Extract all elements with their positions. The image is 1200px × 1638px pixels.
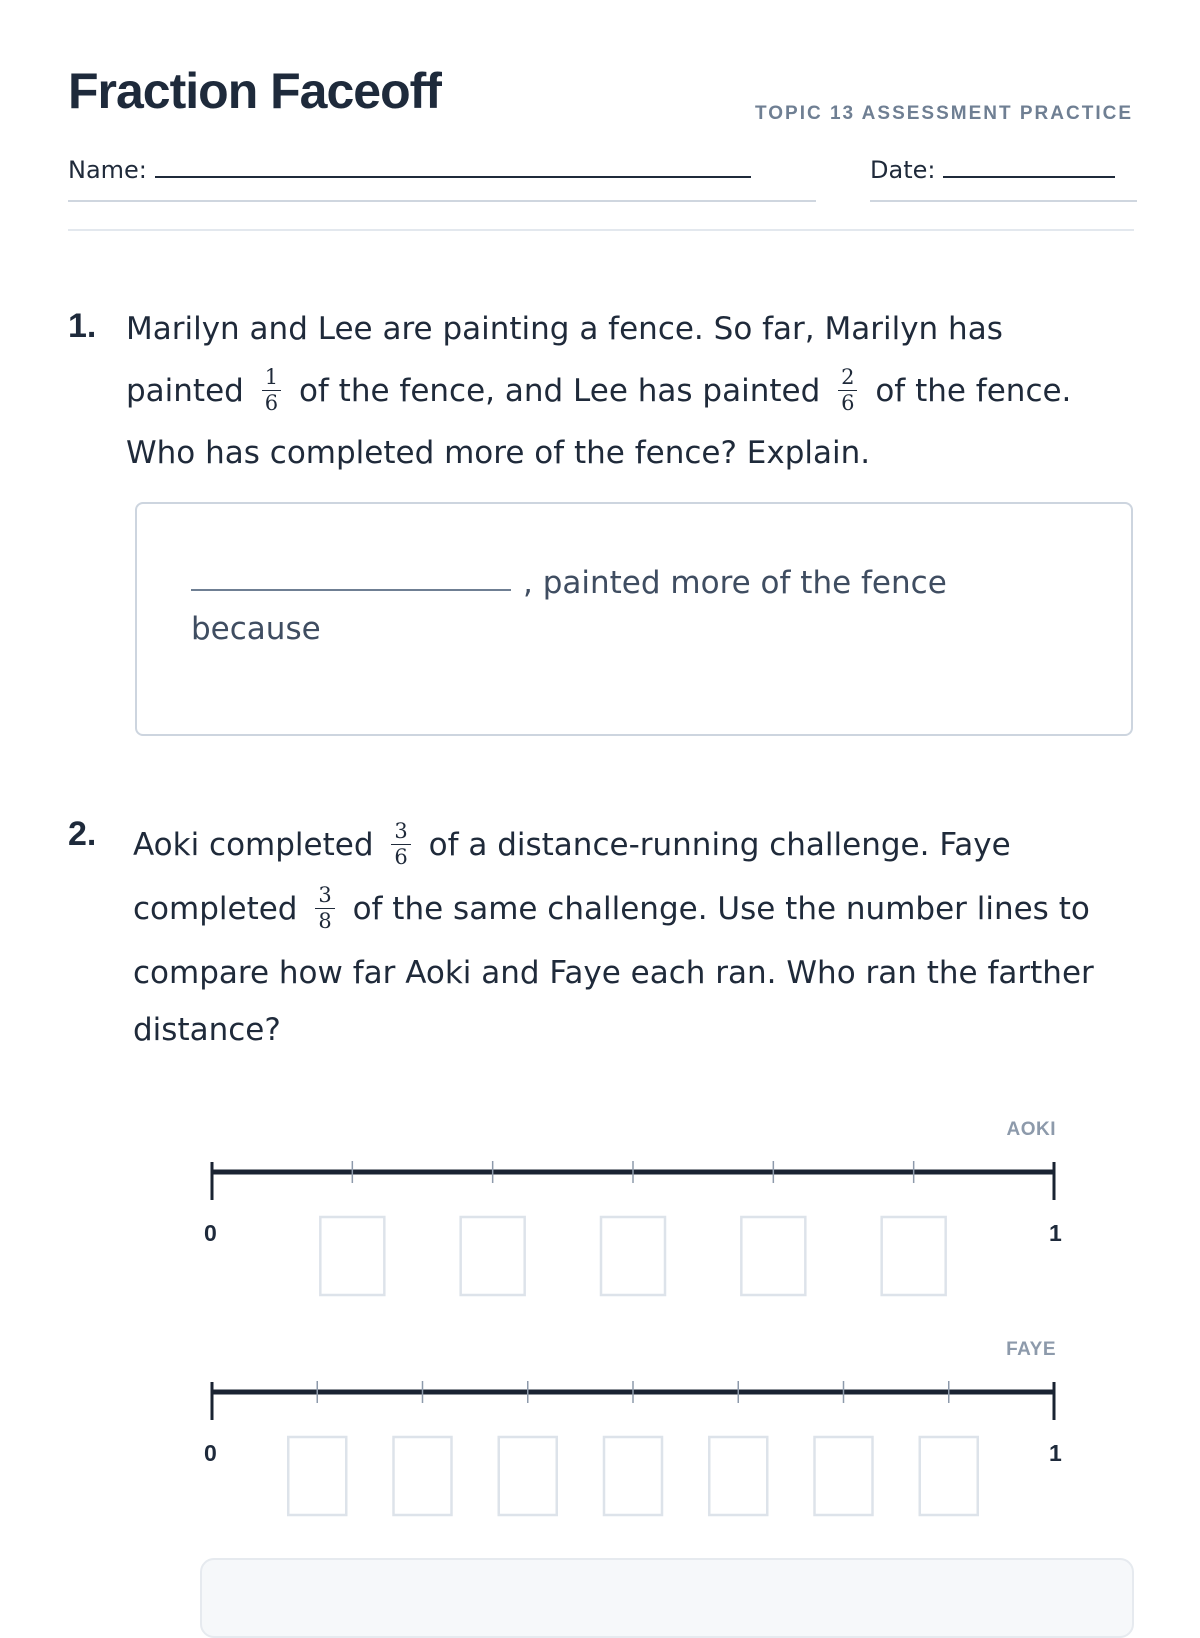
question-1-number: 1. (68, 307, 97, 345)
fraction-answer-box (601, 1217, 665, 1295)
question-1-text-segment: of the fence. (875, 373, 1072, 409)
fraction-denominator: 6 (841, 391, 855, 415)
fraction-answer-box (709, 1437, 767, 1515)
date-blank[interactable] (943, 175, 1115, 178)
question-1-text (126, 298, 1136, 484)
answer-suffix-text: , painted more of the fence (523, 565, 947, 601)
question-2-line: compare how far Aoki and Faye each ran. Who ran the farther (133, 955, 1094, 991)
question-1-line: Marilyn and Lee are painting a fence. So far, Marilyn has (126, 311, 1003, 347)
question-2-text (133, 817, 1143, 1059)
fraction-denominator: 6 (394, 845, 408, 869)
number-line-end-label: 1 (1049, 1220, 1062, 1246)
number-line-end-label: 1 (1049, 1440, 1062, 1466)
date-label: Date: (870, 156, 936, 184)
number-line-label-faye: FAYE (1006, 1339, 1056, 1360)
header-divider (68, 229, 1134, 231)
question-1-line (126, 360, 1136, 422)
date-underline (870, 200, 1137, 202)
question-2-line (133, 817, 1143, 881)
question-2-line: distance? (133, 1012, 281, 1048)
question-2-text-segment: of a distance-running challenge. Faye (428, 827, 1011, 863)
fraction-two-sixths (838, 367, 857, 414)
fraction-answer-box (604, 1437, 662, 1515)
fraction-answer-box (461, 1217, 525, 1295)
fraction-answer-box (288, 1437, 346, 1515)
topic-label: TOPIC 13 ASSESSMENT PRACTICE (754, 103, 1133, 124)
fraction-answer-box (882, 1217, 946, 1295)
fraction-answer-box (499, 1437, 557, 1515)
fraction-answer-box (920, 1437, 978, 1515)
question-1-line: Who has completed more of the fence? Explain. (126, 435, 871, 471)
fraction-three-sixths (391, 821, 410, 868)
fraction-numerator: 1 (262, 367, 281, 391)
question-2-text-segment: Aoki completed (133, 827, 374, 863)
fraction-numerator: 2 (838, 367, 857, 391)
question-1-text-segment: of the fence, and Lee has painted (298, 373, 821, 409)
fraction-denominator: 8 (318, 909, 332, 933)
date-field[interactable] (870, 156, 1115, 184)
fraction-denominator: 6 (264, 391, 279, 415)
number-line-label-aoki: AOKI (1006, 1119, 1056, 1140)
question-2-line (133, 881, 1143, 945)
fraction-one-sixth (262, 367, 281, 414)
question-1-text-segment: painted (126, 373, 244, 409)
fraction-numerator: 3 (391, 821, 410, 845)
name-underline (68, 200, 816, 202)
question-2-text-segment: completed (133, 891, 298, 927)
fraction-numerator: 3 (315, 885, 334, 909)
question-2-text-segment: of the same challenge. Use the number lines to (352, 891, 1090, 927)
answer-because-text: because (191, 611, 321, 647)
number-line-start-label: 0 (204, 1440, 217, 1466)
answer-area-box[interactable] (200, 1558, 1134, 1638)
name-blank[interactable] (155, 175, 751, 178)
fraction-three-eighths (315, 885, 334, 932)
fraction-answer-box (741, 1217, 805, 1295)
fraction-answer-box (815, 1437, 873, 1515)
number-line-start-label: 0 (204, 1220, 217, 1246)
fraction-answer-box (320, 1217, 384, 1295)
fraction-answer-box (394, 1437, 452, 1515)
name-field[interactable] (68, 156, 751, 184)
answer-name-blank[interactable] (191, 589, 511, 591)
question-2-number: 2. (68, 815, 97, 853)
name-label: Name: (68, 156, 147, 184)
page-title: Fraction Faceoff (68, 63, 441, 119)
